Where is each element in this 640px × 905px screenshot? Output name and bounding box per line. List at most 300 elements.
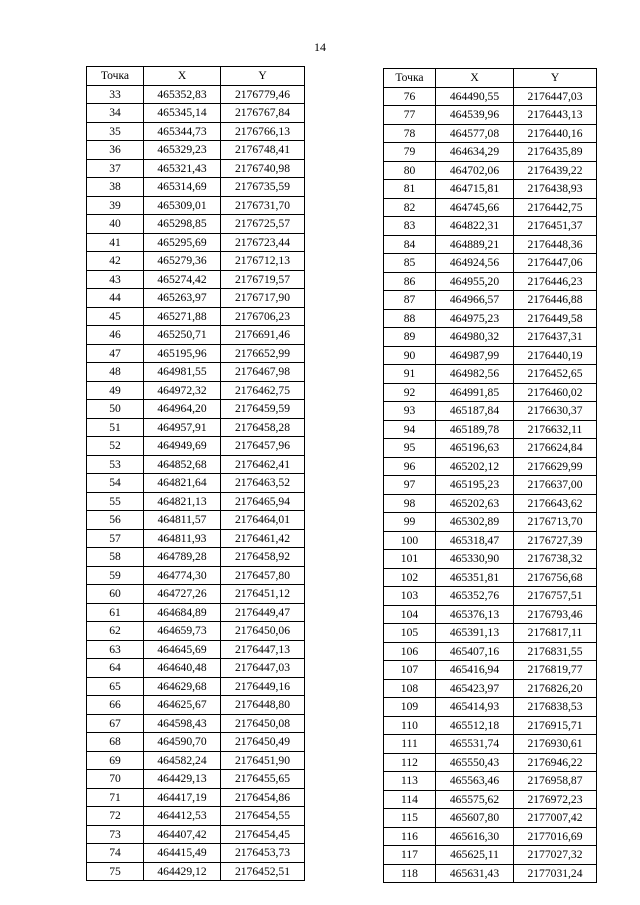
x-coordinate-cell: 464684,89 — [144, 603, 221, 622]
point-number-cell: 79 — [384, 143, 436, 162]
point-number-cell: 106 — [384, 642, 436, 661]
table-row — [87, 455, 305, 474]
x-coordinate-cell: 465314,69 — [144, 178, 221, 197]
header-x: X — [436, 69, 514, 88]
table-row — [87, 751, 305, 770]
point-number-cell: 86 — [384, 272, 436, 291]
header-point: Точка — [384, 69, 436, 88]
table-row — [384, 550, 597, 569]
x-coordinate-cell: 465195,96 — [144, 344, 221, 363]
point-number-cell: 75 — [87, 862, 144, 881]
table-row — [384, 457, 597, 476]
y-coordinate-cell: 2176748,41 — [221, 141, 305, 160]
y-coordinate-cell: 2176972,23 — [514, 790, 597, 809]
table-row — [384, 87, 597, 106]
table-row — [87, 640, 305, 659]
point-number-cell: 108 — [384, 679, 436, 698]
x-coordinate-cell: 464417,19 — [144, 788, 221, 807]
table-row — [384, 272, 597, 291]
table-row — [87, 825, 305, 844]
y-coordinate-cell: 2177016,69 — [514, 827, 597, 846]
x-coordinate-cell: 464659,73 — [144, 622, 221, 641]
point-number-cell: 57 — [87, 529, 144, 548]
point-number-cell: 77 — [384, 106, 436, 125]
table-row — [87, 85, 305, 104]
y-coordinate-cell: 2176454,86 — [221, 788, 305, 807]
y-coordinate-cell: 2176457,96 — [221, 437, 305, 456]
y-coordinate-cell: 2176467,98 — [221, 363, 305, 382]
point-number-cell: 105 — [384, 624, 436, 643]
y-coordinate-cell: 2176717,90 — [221, 289, 305, 308]
x-coordinate-cell: 464821,13 — [144, 492, 221, 511]
point-number-cell: 109 — [384, 698, 436, 717]
point-number-cell: 41 — [87, 233, 144, 252]
x-coordinate-cell: 465298,85 — [144, 215, 221, 234]
point-number-cell: 50 — [87, 400, 144, 419]
table-row — [87, 122, 305, 141]
y-coordinate-cell: 2176725,57 — [221, 215, 305, 234]
table-row — [384, 642, 597, 661]
point-number-cell: 100 — [384, 531, 436, 550]
table-row — [384, 328, 597, 347]
x-coordinate-cell: 464625,67 — [144, 696, 221, 715]
x-coordinate-cell: 465376,13 — [436, 605, 514, 624]
x-coordinate-cell: 465274,42 — [144, 270, 221, 289]
x-coordinate-cell: 464811,57 — [144, 511, 221, 530]
table-body-right — [384, 87, 597, 883]
point-number-cell: 43 — [87, 270, 144, 289]
y-coordinate-cell: 2176757,51 — [514, 587, 597, 606]
point-number-cell: 62 — [87, 622, 144, 641]
header-y: Y — [221, 67, 305, 86]
point-number-cell: 103 — [384, 587, 436, 606]
table-row — [87, 141, 305, 160]
point-number-cell: 76 — [384, 87, 436, 106]
point-number-cell: 116 — [384, 827, 436, 846]
table-row — [87, 714, 305, 733]
y-coordinate-cell: 2177027,32 — [514, 846, 597, 865]
table-row — [87, 566, 305, 585]
table-row — [87, 862, 305, 881]
table-row — [87, 178, 305, 197]
table-row — [87, 289, 305, 308]
x-coordinate-cell: 465563,46 — [436, 772, 514, 791]
x-coordinate-cell: 464582,24 — [144, 751, 221, 770]
point-number-cell: 110 — [384, 716, 436, 735]
y-coordinate-cell: 2176767,84 — [221, 104, 305, 123]
y-coordinate-cell: 2176447,13 — [221, 640, 305, 659]
point-number-cell: 93 — [384, 402, 436, 421]
table-row — [384, 124, 597, 143]
point-number-cell: 81 — [384, 180, 436, 199]
table-row — [87, 548, 305, 567]
y-coordinate-cell: 2176439,22 — [514, 161, 597, 180]
y-coordinate-cell: 2176448,36 — [514, 235, 597, 254]
table-row — [384, 568, 597, 587]
x-coordinate-cell: 465416,94 — [436, 661, 514, 680]
table-row — [384, 383, 597, 402]
y-coordinate-cell: 2176446,88 — [514, 291, 597, 310]
point-number-cell: 42 — [87, 252, 144, 271]
table-row — [384, 624, 597, 643]
table-row — [384, 346, 597, 365]
x-coordinate-cell: 465329,23 — [144, 141, 221, 160]
point-number-cell: 78 — [384, 124, 436, 143]
table-row — [384, 420, 597, 439]
x-coordinate-cell: 465279,36 — [144, 252, 221, 271]
y-coordinate-cell: 2176460,02 — [514, 383, 597, 402]
x-coordinate-cell: 465391,13 — [436, 624, 514, 643]
table-row — [384, 180, 597, 199]
point-number-cell: 74 — [87, 844, 144, 863]
point-number-cell: 73 — [87, 825, 144, 844]
x-coordinate-cell: 464715,81 — [436, 180, 514, 199]
point-number-cell: 39 — [87, 196, 144, 215]
point-number-cell: 88 — [384, 309, 436, 328]
x-coordinate-cell: 464924,56 — [436, 254, 514, 273]
table-row — [87, 622, 305, 641]
point-number-cell: 69 — [87, 751, 144, 770]
point-number-cell: 115 — [384, 809, 436, 828]
point-number-cell: 51 — [87, 418, 144, 437]
y-coordinate-cell: 2176630,37 — [514, 402, 597, 421]
table-row — [384, 531, 597, 550]
y-coordinate-cell: 2176458,92 — [221, 548, 305, 567]
y-coordinate-cell: 2176438,93 — [514, 180, 597, 199]
y-coordinate-cell: 2176719,57 — [221, 270, 305, 289]
table-header-row — [87, 67, 305, 86]
point-number-cell: 54 — [87, 474, 144, 493]
point-number-cell: 89 — [384, 328, 436, 347]
point-number-cell: 71 — [87, 788, 144, 807]
table-row — [87, 400, 305, 419]
table-row — [384, 790, 597, 809]
y-coordinate-cell: 2176435,89 — [514, 143, 597, 162]
x-coordinate-cell: 465309,01 — [144, 196, 221, 215]
point-number-cell: 53 — [87, 455, 144, 474]
x-coordinate-cell: 465512,18 — [436, 716, 514, 735]
y-coordinate-cell: 2176712,13 — [221, 252, 305, 271]
x-coordinate-cell: 464629,68 — [144, 677, 221, 696]
table-row — [87, 104, 305, 123]
table-row — [384, 494, 597, 513]
x-coordinate-cell: 465202,12 — [436, 457, 514, 476]
table-row — [384, 772, 597, 791]
point-number-cell: 92 — [384, 383, 436, 402]
y-coordinate-cell: 2176723,44 — [221, 233, 305, 252]
x-coordinate-cell: 465407,16 — [436, 642, 514, 661]
x-coordinate-cell: 464889,21 — [436, 235, 514, 254]
point-number-cell: 87 — [384, 291, 436, 310]
x-coordinate-cell: 465616,30 — [436, 827, 514, 846]
table-row — [87, 307, 305, 326]
x-coordinate-cell: 464598,43 — [144, 714, 221, 733]
table-row — [384, 753, 597, 772]
table-row — [87, 585, 305, 604]
y-coordinate-cell: 2176443,13 — [514, 106, 597, 125]
x-coordinate-cell: 464966,57 — [436, 291, 514, 310]
y-coordinate-cell: 2176826,20 — [514, 679, 597, 698]
table-row — [384, 217, 597, 236]
table-row — [87, 807, 305, 826]
y-coordinate-cell: 2176632,11 — [514, 420, 597, 439]
x-coordinate-cell: 465550,43 — [436, 753, 514, 772]
point-number-cell: 56 — [87, 511, 144, 530]
x-coordinate-cell: 464634,29 — [436, 143, 514, 162]
x-coordinate-cell: 464957,91 — [144, 418, 221, 437]
y-coordinate-cell: 2177007,42 — [514, 809, 597, 828]
x-coordinate-cell: 464577,08 — [436, 124, 514, 143]
y-coordinate-cell: 2176629,99 — [514, 457, 597, 476]
y-coordinate-cell: 2176463,52 — [221, 474, 305, 493]
table-row — [87, 474, 305, 493]
point-number-cell: 55 — [87, 492, 144, 511]
x-coordinate-cell: 465607,80 — [436, 809, 514, 828]
table-row — [384, 587, 597, 606]
point-number-cell: 35 — [87, 122, 144, 141]
table-row — [87, 252, 305, 271]
x-coordinate-cell: 464982,56 — [436, 365, 514, 384]
point-number-cell: 111 — [384, 735, 436, 754]
y-coordinate-cell: 2176440,16 — [514, 124, 597, 143]
x-coordinate-cell: 465321,43 — [144, 159, 221, 178]
y-coordinate-cell: 2176706,23 — [221, 307, 305, 326]
y-coordinate-cell: 2176454,55 — [221, 807, 305, 826]
x-coordinate-cell: 464429,13 — [144, 770, 221, 789]
y-coordinate-cell: 2176452,51 — [221, 862, 305, 881]
x-coordinate-cell: 465330,90 — [436, 550, 514, 569]
x-coordinate-cell: 465575,62 — [436, 790, 514, 809]
x-coordinate-cell: 464964,20 — [144, 400, 221, 419]
y-coordinate-cell: 2176450,06 — [221, 622, 305, 641]
point-number-cell: 82 — [384, 198, 436, 217]
y-coordinate-cell: 2176458,28 — [221, 418, 305, 437]
y-coordinate-cell: 2176440,19 — [514, 346, 597, 365]
y-coordinate-cell: 2176449,16 — [221, 677, 305, 696]
x-coordinate-cell: 465202,63 — [436, 494, 514, 513]
x-coordinate-cell: 464702,06 — [436, 161, 514, 180]
table-row — [87, 326, 305, 345]
coordinates-table-right — [383, 68, 597, 883]
point-number-cell: 60 — [87, 585, 144, 604]
table-row — [384, 161, 597, 180]
y-coordinate-cell: 2176465,94 — [221, 492, 305, 511]
point-number-cell: 101 — [384, 550, 436, 569]
y-coordinate-cell: 2176624,84 — [514, 439, 597, 458]
point-number-cell: 90 — [384, 346, 436, 365]
point-number-cell: 85 — [384, 254, 436, 273]
point-number-cell: 97 — [384, 476, 436, 495]
point-number-cell: 40 — [87, 215, 144, 234]
point-number-cell: 80 — [384, 161, 436, 180]
x-coordinate-cell: 465271,88 — [144, 307, 221, 326]
y-coordinate-cell: 2176766,13 — [221, 122, 305, 141]
point-number-cell: 36 — [87, 141, 144, 160]
y-coordinate-cell: 2176446,23 — [514, 272, 597, 291]
table-row — [384, 605, 597, 624]
x-coordinate-cell: 465352,83 — [144, 85, 221, 104]
table-row — [87, 233, 305, 252]
point-number-cell: 65 — [87, 677, 144, 696]
table-row — [87, 677, 305, 696]
y-coordinate-cell: 2176450,08 — [221, 714, 305, 733]
table-row — [87, 603, 305, 622]
x-coordinate-cell: 464955,20 — [436, 272, 514, 291]
x-coordinate-cell: 465625,11 — [436, 846, 514, 865]
table-row — [384, 143, 597, 162]
point-number-cell: 117 — [384, 846, 436, 865]
table-row — [384, 309, 597, 328]
y-coordinate-cell: 2176838,53 — [514, 698, 597, 717]
table-row — [87, 770, 305, 789]
page-number: 14 — [314, 40, 326, 54]
point-number-cell: 48 — [87, 363, 144, 382]
y-coordinate-cell: 2176459,59 — [221, 400, 305, 419]
x-coordinate-cell: 465318,47 — [436, 531, 514, 550]
point-number-cell: 45 — [87, 307, 144, 326]
table-row — [384, 235, 597, 254]
table-row — [87, 844, 305, 863]
point-number-cell: 58 — [87, 548, 144, 567]
table-row — [87, 733, 305, 752]
x-coordinate-cell: 464774,30 — [144, 566, 221, 585]
y-coordinate-cell: 2176727,39 — [514, 531, 597, 550]
point-number-cell: 37 — [87, 159, 144, 178]
x-coordinate-cell: 464991,85 — [436, 383, 514, 402]
table-row — [87, 344, 305, 363]
table-row — [384, 827, 597, 846]
x-coordinate-cell: 465423,97 — [436, 679, 514, 698]
x-coordinate-cell: 465263,97 — [144, 289, 221, 308]
table-row — [87, 159, 305, 178]
x-coordinate-cell: 465187,84 — [436, 402, 514, 421]
x-coordinate-cell: 464407,42 — [144, 825, 221, 844]
table-row — [384, 439, 597, 458]
y-coordinate-cell: 2176740,98 — [221, 159, 305, 178]
point-number-cell: 63 — [87, 640, 144, 659]
x-coordinate-cell: 465345,14 — [144, 104, 221, 123]
y-coordinate-cell: 2176447,06 — [514, 254, 597, 273]
y-coordinate-cell: 2176652,99 — [221, 344, 305, 363]
table-row — [87, 363, 305, 382]
point-number-cell: 95 — [384, 439, 436, 458]
point-number-cell: 38 — [87, 178, 144, 197]
point-number-cell: 107 — [384, 661, 436, 680]
y-coordinate-cell: 2176462,75 — [221, 381, 305, 400]
y-coordinate-cell: 2176637,00 — [514, 476, 597, 495]
y-coordinate-cell: 2176462,41 — [221, 455, 305, 474]
y-coordinate-cell: 2176779,46 — [221, 85, 305, 104]
y-coordinate-cell: 2176449,58 — [514, 309, 597, 328]
x-coordinate-cell: 464980,32 — [436, 328, 514, 347]
point-number-cell: 94 — [384, 420, 436, 439]
x-coordinate-cell: 465414,93 — [436, 698, 514, 717]
point-number-cell: 102 — [384, 568, 436, 587]
x-coordinate-cell: 464811,93 — [144, 529, 221, 548]
x-coordinate-cell: 465195,23 — [436, 476, 514, 495]
table-row — [384, 513, 597, 532]
table-row — [87, 437, 305, 456]
y-coordinate-cell: 2176643,62 — [514, 494, 597, 513]
point-number-cell: 61 — [87, 603, 144, 622]
table-row — [384, 735, 597, 754]
y-coordinate-cell: 2176819,77 — [514, 661, 597, 680]
x-coordinate-cell: 465531,74 — [436, 735, 514, 754]
table-row — [87, 196, 305, 215]
x-coordinate-cell: 465631,43 — [436, 864, 514, 883]
y-coordinate-cell: 2176691,46 — [221, 326, 305, 345]
x-coordinate-cell: 464822,31 — [436, 217, 514, 236]
point-number-cell: 96 — [384, 457, 436, 476]
point-number-cell: 113 — [384, 772, 436, 791]
point-number-cell: 33 — [87, 85, 144, 104]
table-row — [384, 716, 597, 735]
table-row — [87, 270, 305, 289]
table-row — [384, 476, 597, 495]
y-coordinate-cell: 2176454,45 — [221, 825, 305, 844]
x-coordinate-cell: 465295,69 — [144, 233, 221, 252]
table-row — [384, 661, 597, 680]
x-coordinate-cell: 464981,55 — [144, 363, 221, 382]
y-coordinate-cell: 2176455,65 — [221, 770, 305, 789]
y-coordinate-cell: 2176735,59 — [221, 178, 305, 197]
y-coordinate-cell: 2176450,49 — [221, 733, 305, 752]
x-coordinate-cell: 464745,66 — [436, 198, 514, 217]
y-coordinate-cell: 2176731,70 — [221, 196, 305, 215]
point-number-cell: 46 — [87, 326, 144, 345]
coordinates-table-left — [86, 66, 305, 881]
x-coordinate-cell: 464949,69 — [144, 437, 221, 456]
table-row — [384, 254, 597, 273]
x-coordinate-cell: 464415,49 — [144, 844, 221, 863]
table-row — [384, 291, 597, 310]
table-header-row — [384, 69, 597, 88]
header-x: X — [144, 67, 221, 86]
point-number-cell: 70 — [87, 770, 144, 789]
x-coordinate-cell: 464490,55 — [436, 87, 514, 106]
x-coordinate-cell: 464590,70 — [144, 733, 221, 752]
y-coordinate-cell: 2176452,65 — [514, 365, 597, 384]
table-row — [384, 365, 597, 384]
x-coordinate-cell: 464539,96 — [436, 106, 514, 125]
y-coordinate-cell: 2176817,11 — [514, 624, 597, 643]
y-coordinate-cell: 2176451,90 — [221, 751, 305, 770]
x-coordinate-cell: 465302,89 — [436, 513, 514, 532]
header-point: Точка — [87, 67, 144, 86]
point-number-cell: 98 — [384, 494, 436, 513]
x-coordinate-cell: 465250,71 — [144, 326, 221, 345]
table-row — [384, 698, 597, 717]
table-row — [87, 511, 305, 530]
table-row — [87, 418, 305, 437]
point-number-cell: 64 — [87, 659, 144, 678]
y-coordinate-cell: 2176946,22 — [514, 753, 597, 772]
x-coordinate-cell: 464987,99 — [436, 346, 514, 365]
x-coordinate-cell: 464789,28 — [144, 548, 221, 567]
y-coordinate-cell: 2176958,87 — [514, 772, 597, 791]
y-coordinate-cell: 2176793,46 — [514, 605, 597, 624]
y-coordinate-cell: 2176461,42 — [221, 529, 305, 548]
y-coordinate-cell: 2176464,01 — [221, 511, 305, 530]
y-coordinate-cell: 2176915,71 — [514, 716, 597, 735]
y-coordinate-cell: 2176738,32 — [514, 550, 597, 569]
table-row — [384, 198, 597, 217]
point-number-cell: 84 — [384, 235, 436, 254]
y-coordinate-cell: 2176756,68 — [514, 568, 597, 587]
point-number-cell: 47 — [87, 344, 144, 363]
x-coordinate-cell: 464429,12 — [144, 862, 221, 881]
x-coordinate-cell: 464852,68 — [144, 455, 221, 474]
